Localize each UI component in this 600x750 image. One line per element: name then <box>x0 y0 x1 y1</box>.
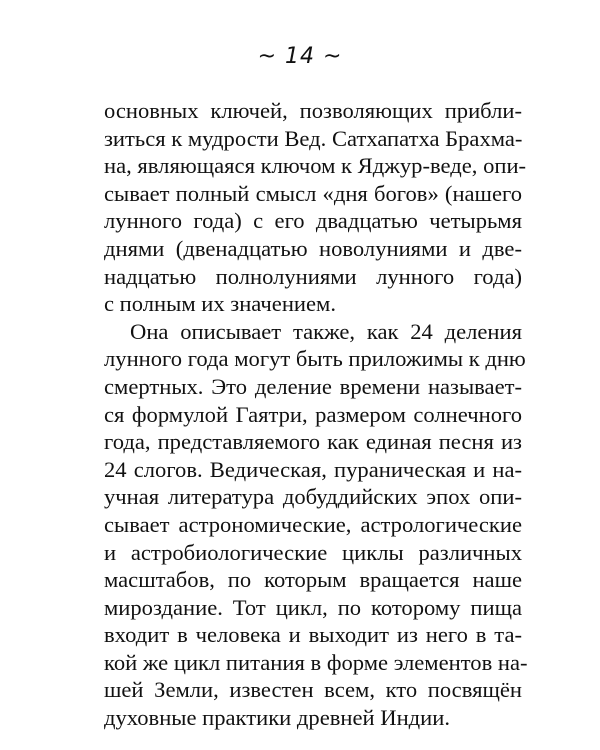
body-text <box>104 97 528 732</box>
text-line: лунного года) с его двадцатью четырьмя <box>104 208 522 234</box>
text-line: масштабов, по которым вращается наше <box>104 567 522 593</box>
text-line: Она описывает также, как 24 деления <box>130 318 522 344</box>
text-line: духовные практики древней Индии. <box>104 705 450 731</box>
text-line: сывает астрономические, астрологические <box>104 511 522 537</box>
text-line: кой же цикл питания в форме элементов на- <box>104 649 528 675</box>
text-line: зиться к мудрости Вед. Сатхапатха Брахма- <box>104 125 523 151</box>
text-line: ся формулой Гаятри, размером солнечного <box>104 401 522 427</box>
text-line: надцатью полнолуниями лунного года) <box>104 263 522 289</box>
text-line: днями (двенадцатью новолуниями и две- <box>104 235 522 261</box>
text-line: 24 слогов. Ведическая, пураническая и на- <box>104 456 522 482</box>
paragraph-2 <box>104 318 528 732</box>
text-line: мироздание. Тот цикл, по которому пища <box>104 594 522 620</box>
text-line: смертных. Это деление времени называет- <box>104 373 522 399</box>
text-line: лунного года могут быть приложимы к дню <box>104 346 526 372</box>
text-line: с полным их значением. <box>104 291 336 317</box>
page-number: ~ 14 ~ <box>257 44 343 69</box>
text-line: года, представляемого как единая песня из <box>104 429 522 455</box>
paragraph-1 <box>104 97 527 318</box>
text-line: шей Земли, известен всем, кто посвящён <box>104 677 522 703</box>
text-line: на, являющаяся ключом к Яджур-веде, опи- <box>104 153 527 179</box>
text-line: входит в человека и выходит из него в та- <box>104 622 522 648</box>
text-line: учная литература добуддийских эпох опи- <box>104 484 522 510</box>
text-line: сывает полный смысл «дня богов» (нашего <box>104 180 522 206</box>
text-line: основных ключей, позволяющих прибли- <box>104 98 522 123</box>
text-line: и астробиологические циклы различных <box>104 539 522 565</box>
